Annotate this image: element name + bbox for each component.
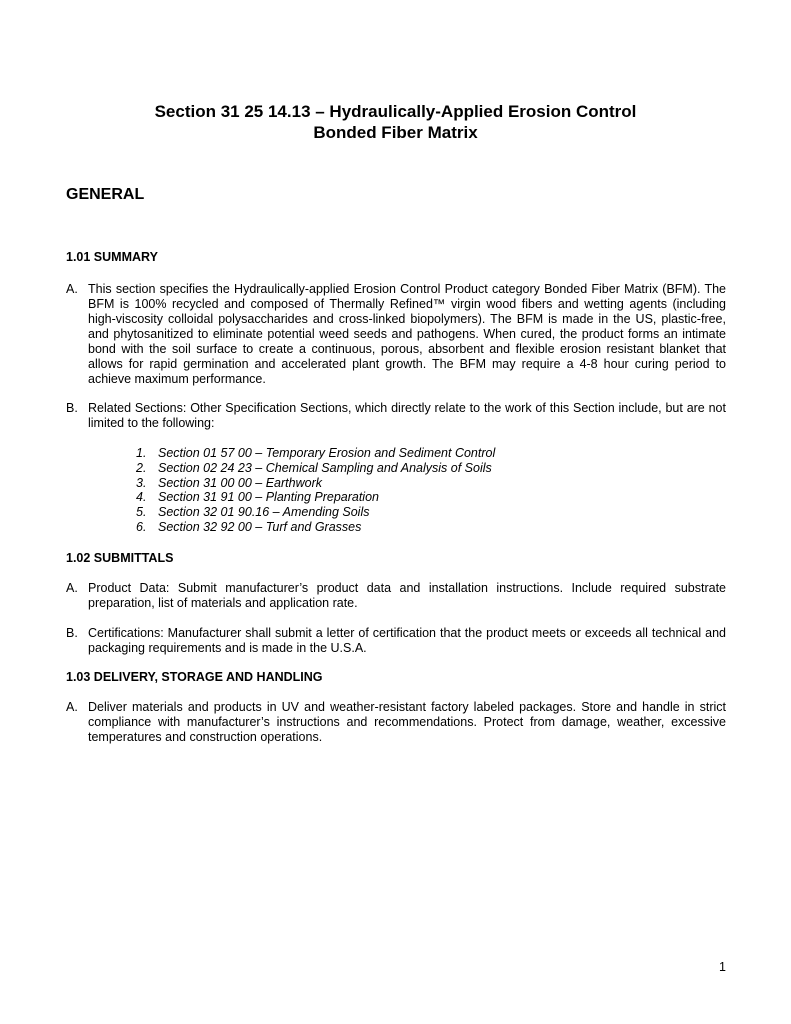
list-item-text: Section 31 00 00 – Earthwork xyxy=(158,475,322,490)
paragraph-text: Deliver materials and products in UV and weather-resistant factory labeled packages. Store and handle in strict compliance with manufacturer’s instructions and recommendations. Protect from damage, weather, excessive temperatures and construction operations. xyxy=(88,700,726,744)
page-number: 1 xyxy=(719,960,726,974)
paragraph-marker: B. xyxy=(66,401,78,415)
list-item-text: Section 32 92 00 – Turf and Grasses xyxy=(158,519,362,534)
section-heading-delivery: 1.03 DELIVERY, STORAGE AND HANDLING xyxy=(66,670,323,684)
paragraph-marker: B. xyxy=(66,626,78,640)
paragraph-text: Certifications: Manufacturer shall submit a letter of certification that the product meets or exceeds all technical and packaging requirements and is made in the U.S.A. xyxy=(88,626,726,655)
list-item-number: 2. xyxy=(136,460,147,475)
submittals-paragraph-b xyxy=(66,626,726,656)
list-item xyxy=(136,446,495,461)
paragraph-text: This section specifies the Hydraulically-applied Erosion Control Product category Bonded Fiber Matrix (BFM). The BFM is 100% recycled and composed of Thermally Refined™ virgin wood fibers and wetting agents (including high-viscosity colloidal polysaccharides and cross-linked biopolymers). The BFM is made in the US, plastic-free, and phytosanitized to eliminate potential weed seeds and pathogens. When cured, the product forms an intimate bond with the soil surface to create a continuous, porous, absorbent and flexible erosion resistant blanket that allows for rapid germination and accelerated plant growth. The BFM may require a 4-8 hour curing period to achieve maximum performance. xyxy=(88,282,726,386)
summary-paragraph-a xyxy=(66,282,726,387)
list-item xyxy=(136,461,495,476)
list-item xyxy=(136,490,495,505)
list-item-number: 6. xyxy=(136,519,147,534)
list-item-text: Section 32 01 90.16 – Amending Soils xyxy=(158,505,370,520)
list-item-text: Section 31 91 00 – Planting Preparation xyxy=(158,490,379,505)
list-item-number: 4. xyxy=(136,490,147,505)
list-item-text: Section 02 24 23 – Chemical Sampling and Analysis of Soils xyxy=(158,460,492,475)
list-item-number: 3. xyxy=(136,475,147,490)
submittals-paragraph-a xyxy=(66,581,726,611)
list-item-number: 1. xyxy=(136,446,147,460)
document-title-line-1: Section 31 25 14.13 – Hydraulically-Applied Erosion Control xyxy=(154,102,637,121)
list-item xyxy=(136,476,495,491)
section-heading-summary: 1.01 SUMMARY xyxy=(66,250,158,264)
summary-paragraph-b xyxy=(66,401,726,431)
paragraph-text: Product Data: Submit manufacturer’s product data and installation instructions. Include required substrate preparation, list of materials and application rate. xyxy=(88,581,726,610)
general-heading: GENERAL xyxy=(66,186,145,203)
section-heading-submittals: 1.02 SUBMITTALS xyxy=(66,551,174,565)
related-sections-list xyxy=(136,446,495,535)
list-item xyxy=(136,505,495,520)
paragraph-marker: A. xyxy=(66,700,78,714)
delivery-paragraph-a xyxy=(66,700,726,745)
paragraph-marker: A. xyxy=(66,581,78,595)
list-item-text: Section 01 57 00 – Temporary Erosion and Sediment Control xyxy=(158,446,496,460)
list-item-number: 5. xyxy=(136,505,147,520)
document-title-line-2: Bonded Fiber Matrix xyxy=(313,123,478,142)
list-item xyxy=(136,520,495,535)
paragraph-marker: A. xyxy=(66,282,78,296)
paragraph-text: Related Sections: Other Specification Sections, which directly relate to the work of this Section include, but are not limited to the following: xyxy=(88,401,726,430)
